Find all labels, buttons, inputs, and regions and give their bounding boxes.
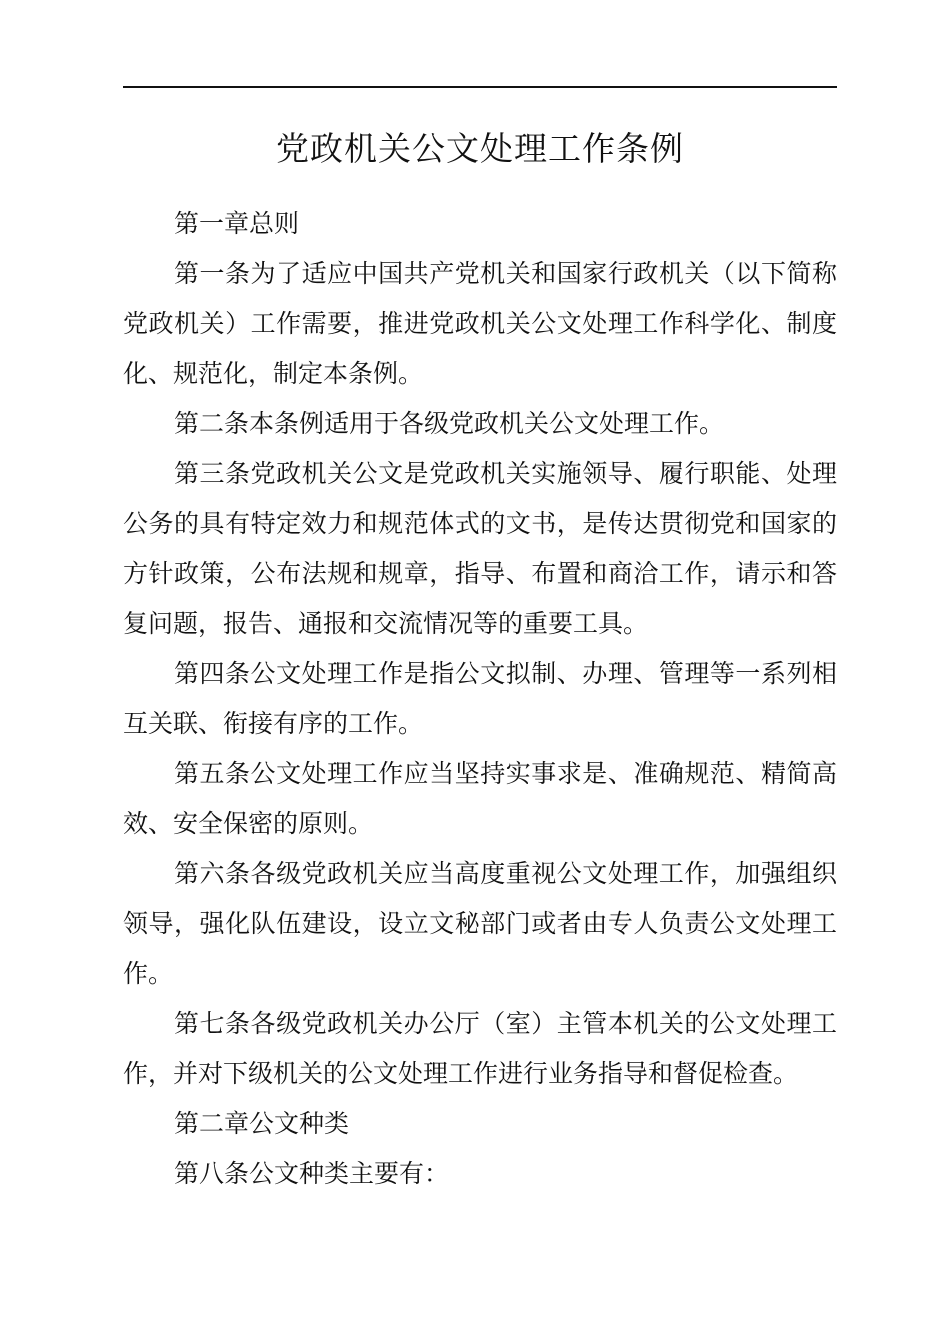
chapter-heading: 第二章公文种类 (174, 1109, 350, 1138)
document-title: 党政机关公文处理工作条例 (276, 129, 684, 168)
article-paragraph: 第八条公文种类主要有： (174, 1159, 450, 1188)
header-rule (123, 86, 837, 88)
article-paragraph: 第一条为了适应中国共产党机关和国家行政机关（以下简称党政机关）工作需要，推进党政机关公文处理工作科学化、制度化、规范化，制定本条例。 (123, 259, 837, 388)
article-paragraph: 第六条各级党政机关应当高度重视公文处理工作，加强组织领导，强化队伍建设，设立文秘部门或者由专人负责公文处理工作。 (123, 859, 837, 988)
chapter-heading: 第一章总则 (174, 209, 300, 238)
document-body (123, 199, 837, 1199)
article-paragraph: 第三条党政机关公文是党政机关实施领导、履行职能、处理公务的具有特定效力和规范体式的文书，是传达贯彻党和国家的方针政策，公布法规和规章，指导、布置和商洽工作，请示和答复问题，报告、通报和交流情况等的重要工具。 (123, 459, 837, 638)
article-paragraph: 第七条各级党政机关办公厅（室）主管本机关的公文处理工作，并对下级机关的公文处理工作进行业务指导和督促检查。 (123, 1009, 837, 1088)
article-paragraph: 第四条公文处理工作是指公文拟制、办理、管理等一系列相互关联、衔接有序的工作。 (123, 659, 837, 738)
article-paragraph: 第二条本条例适用于各级党政机关公文处理工作。 (174, 409, 725, 438)
article-paragraph: 第五条公文处理工作应当坚持实事求是、准确规范、精简高效、安全保密的原则。 (123, 759, 837, 838)
